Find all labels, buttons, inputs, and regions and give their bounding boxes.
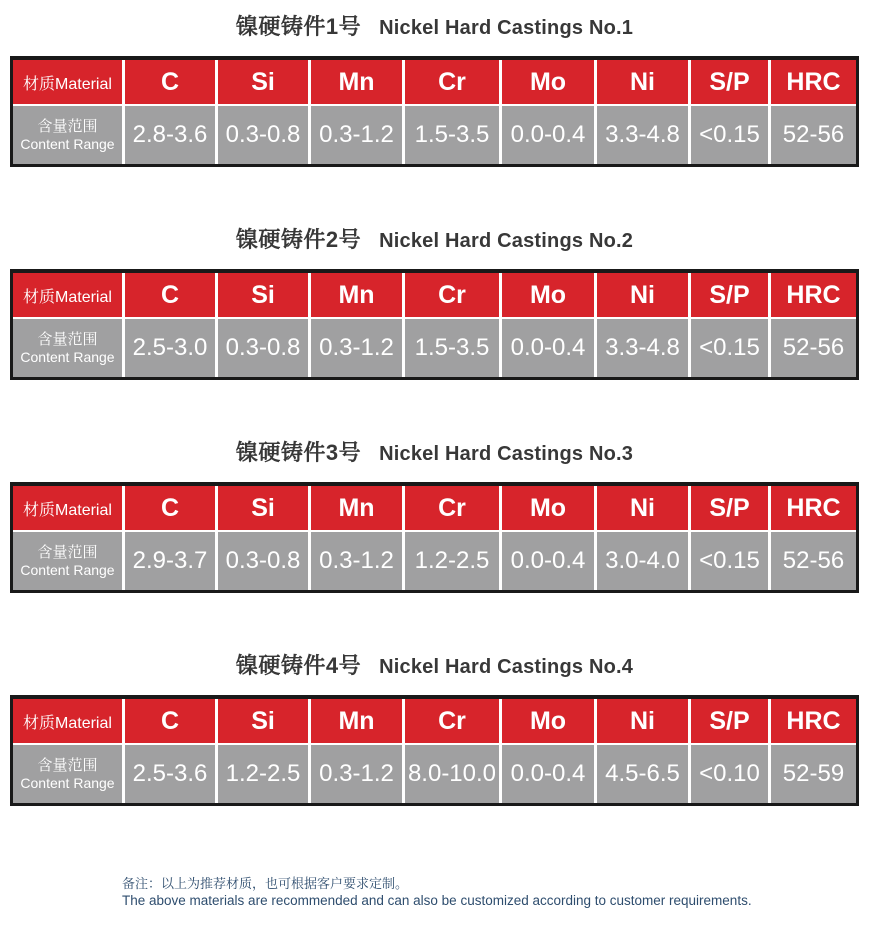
- section-title-en: Nickel Hard Castings No.4: [379, 656, 634, 678]
- table-data-row: [13, 106, 856, 164]
- column-header-si: Si: [218, 699, 311, 745]
- value-cell-si: 0.3-0.8: [218, 319, 311, 377]
- value-cell-c: 2.5-3.6: [125, 745, 218, 803]
- footnote-en: The above materials are recommended and can also be customized according to customer requirements.: [122, 893, 752, 908]
- spec-table-3: [10, 482, 859, 593]
- spec-table-2: [10, 269, 859, 380]
- column-header-cr: Cr: [405, 273, 502, 319]
- column-header-material: 材质Material: [13, 60, 125, 106]
- row-label: [13, 745, 125, 803]
- spec-section-2: [0, 225, 869, 380]
- column-header-sp: S/P: [691, 486, 771, 532]
- column-header-hrc: HRC: [771, 486, 856, 532]
- value-cell-hrc: 52-56: [771, 532, 856, 590]
- value-cell-sp: <0.10: [691, 745, 771, 803]
- value-cell-cr: 8.0-10.0: [405, 745, 502, 803]
- value-cell-ni: 4.5-6.5: [597, 745, 691, 803]
- value-cell-mo: 0.0-0.4: [502, 319, 597, 377]
- footnote-zh: 备注：以上为推荐材质，也可根据客户要求定制。: [122, 876, 409, 891]
- column-header-si: Si: [218, 60, 311, 106]
- value-cell-hrc: 52-59: [771, 745, 856, 803]
- table-header-row: [13, 699, 856, 745]
- spec-table-4: [10, 695, 859, 806]
- value-cell-mo: 0.0-0.4: [502, 106, 597, 164]
- row-label-en: Content Range: [20, 135, 115, 152]
- section-title-zh: 镍硬铸件4号: [235, 653, 362, 678]
- value-cell-ni: 3.3-4.8: [597, 106, 691, 164]
- column-header-mn: Mn: [311, 273, 405, 319]
- column-header-mn: Mn: [311, 60, 405, 106]
- column-header-c: C: [125, 699, 218, 745]
- section-title: [0, 438, 869, 469]
- table-header-row: [13, 60, 856, 106]
- column-header-hrc: HRC: [771, 699, 856, 745]
- spec-section-3: [0, 438, 869, 593]
- value-cell-cr: 1.5-3.5: [405, 106, 502, 164]
- value-cell-c: 2.5-3.0: [125, 319, 218, 377]
- column-header-c: C: [125, 273, 218, 319]
- footnote: [122, 875, 869, 909]
- table-data-row: [13, 532, 856, 590]
- value-cell-mo: 0.0-0.4: [502, 745, 597, 803]
- column-header-ni: Ni: [597, 699, 691, 745]
- section-title-zh: 镍硬铸件3号: [235, 440, 362, 465]
- value-cell-mn: 0.3-1.2: [311, 745, 405, 803]
- row-label: [13, 532, 125, 590]
- column-header-sp: S/P: [691, 273, 771, 319]
- section-title-zh: 镍硬铸件1号: [235, 14, 362, 39]
- value-cell-hrc: 52-56: [771, 319, 856, 377]
- row-label-zh: 含量范围: [37, 756, 98, 774]
- column-header-mn: Mn: [311, 486, 405, 532]
- column-header-cr: Cr: [405, 699, 502, 745]
- column-header-mo: Mo: [502, 60, 597, 106]
- section-title-en: Nickel Hard Castings No.1: [379, 17, 634, 39]
- row-label-en: Content Range: [20, 348, 115, 365]
- value-cell-si: 1.2-2.5: [218, 745, 311, 803]
- section-title-en: Nickel Hard Castings No.3: [379, 443, 634, 465]
- column-header-c: C: [125, 486, 218, 532]
- column-header-sp: S/P: [691, 699, 771, 745]
- spec-section-1: [0, 12, 869, 167]
- column-header-material: 材质Material: [13, 486, 125, 532]
- column-header-si: Si: [218, 486, 311, 532]
- column-header-ni: Ni: [597, 273, 691, 319]
- value-cell-mo: 0.0-0.4: [502, 532, 597, 590]
- column-header-mn: Mn: [311, 699, 405, 745]
- section-title: [0, 225, 869, 256]
- column-header-hrc: HRC: [771, 273, 856, 319]
- column-header-material: 材质Material: [13, 699, 125, 745]
- column-header-material: 材质Material: [13, 273, 125, 319]
- row-label-zh: 含量范围: [37, 330, 98, 348]
- spec-section-4: [0, 651, 869, 806]
- row-label: [13, 106, 125, 164]
- column-header-sp: S/P: [691, 60, 771, 106]
- section-title-en: Nickel Hard Castings No.2: [379, 230, 634, 252]
- value-cell-mn: 0.3-1.2: [311, 319, 405, 377]
- row-label-zh: 含量范围: [37, 543, 98, 561]
- value-cell-sp: <0.15: [691, 532, 771, 590]
- column-header-mo: Mo: [502, 486, 597, 532]
- value-cell-si: 0.3-0.8: [218, 106, 311, 164]
- section-title: [0, 12, 869, 43]
- column-header-mo: Mo: [502, 699, 597, 745]
- value-cell-mn: 0.3-1.2: [311, 532, 405, 590]
- section-title: [0, 651, 869, 682]
- row-label-zh: 含量范围: [37, 117, 98, 135]
- value-cell-sp: <0.15: [691, 106, 771, 164]
- value-cell-c: 2.9-3.7: [125, 532, 218, 590]
- value-cell-cr: 1.5-3.5: [405, 319, 502, 377]
- table-header-row: [13, 273, 856, 319]
- spec-table-1: [10, 56, 859, 167]
- value-cell-hrc: 52-56: [771, 106, 856, 164]
- section-title-zh: 镍硬铸件2号: [235, 227, 362, 252]
- column-header-ni: Ni: [597, 486, 691, 532]
- column-header-c: C: [125, 60, 218, 106]
- value-cell-ni: 3.3-4.8: [597, 319, 691, 377]
- column-header-hrc: HRC: [771, 60, 856, 106]
- column-header-mo: Mo: [502, 273, 597, 319]
- column-header-cr: Cr: [405, 60, 502, 106]
- table-header-row: [13, 486, 856, 532]
- value-cell-sp: <0.15: [691, 319, 771, 377]
- value-cell-ni: 3.0-4.0: [597, 532, 691, 590]
- column-header-si: Si: [218, 273, 311, 319]
- table-data-row: [13, 319, 856, 377]
- row-label-en: Content Range: [20, 561, 115, 578]
- value-cell-c: 2.8-3.6: [125, 106, 218, 164]
- value-cell-cr: 1.2-2.5: [405, 532, 502, 590]
- row-label: [13, 319, 125, 377]
- column-header-ni: Ni: [597, 60, 691, 106]
- row-label-en: Content Range: [20, 774, 115, 791]
- value-cell-si: 0.3-0.8: [218, 532, 311, 590]
- table-data-row: [13, 745, 856, 803]
- column-header-cr: Cr: [405, 486, 502, 532]
- value-cell-mn: 0.3-1.2: [311, 106, 405, 164]
